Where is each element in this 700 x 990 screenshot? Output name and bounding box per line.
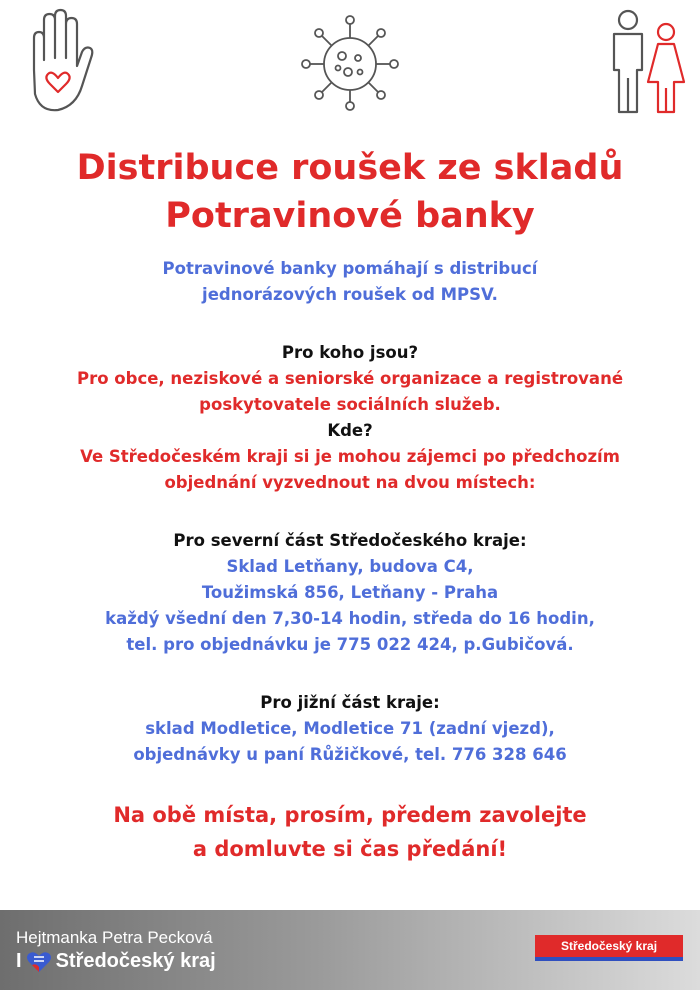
intro-line-2: jednorázových roušek od MPSV. xyxy=(202,285,498,304)
where-question: Kde? xyxy=(327,421,373,440)
region-badge xyxy=(535,935,683,963)
footer-brand xyxy=(16,950,216,973)
south-line-1: sklad Modletice, Modletice 71 (zadní vjezd), xyxy=(145,719,555,738)
north-line-3: každý všední den 7,30-14 hodin, středa do 16 hodin, xyxy=(105,609,595,628)
title-line-1: Distribuce roušek ze skladů xyxy=(76,148,624,188)
where-answer-1: Ve Středočeském kraji si je mohou zájemci po předchozím xyxy=(80,447,620,466)
south-line-2: objednávky u paní Růžičkové, tel. 776 328 646 xyxy=(133,745,567,764)
page-title xyxy=(0,144,700,240)
footer-subtitle: Hejtmanka Petra Pecková xyxy=(16,928,213,947)
closing-message xyxy=(0,798,700,866)
who-question: Pro koho jsou? xyxy=(281,343,419,362)
footer-brand-name: Středočeský kraj xyxy=(55,950,216,972)
north-line-1: Sklad Letňany, budova C4, xyxy=(226,557,474,576)
virus-icon xyxy=(296,12,404,112)
heart-logo-icon xyxy=(26,951,52,973)
who-answer-1: Pro obce, neziskové a seniorské organizace a registrované xyxy=(76,369,624,388)
title-line-2: Potravinové banky xyxy=(165,196,535,236)
where-answer-2: objednání vyzvednout na dvou místech: xyxy=(164,473,536,492)
couple-icon xyxy=(604,8,688,116)
who-answer-2: poskytovatele sociálních služeb. xyxy=(199,395,501,414)
north-line-4: tel. pro objednávku je 775 022 424, p.Gubičová. xyxy=(126,635,574,654)
closing-line-1: Na obě místa, prosím, předem zavolejte xyxy=(113,803,587,827)
hand-heart-icon xyxy=(18,8,94,116)
footer-brand-prefix: I xyxy=(16,950,22,972)
south-heading: Pro jižní část kraje: xyxy=(260,693,440,712)
footer xyxy=(0,910,700,990)
north-heading: Pro severní část Středočeského kraje: xyxy=(173,531,527,550)
intro-line-1: Potravinové banky pomáhají s distribucí xyxy=(162,259,538,278)
closing-line-2: a domluvte si čas předání! xyxy=(192,837,508,861)
north-line-2: Toužimská 856, Letňany - Praha xyxy=(201,583,499,602)
region-badge-label: Středočeský kraj xyxy=(535,935,683,957)
region-badge-stripe xyxy=(535,957,683,961)
